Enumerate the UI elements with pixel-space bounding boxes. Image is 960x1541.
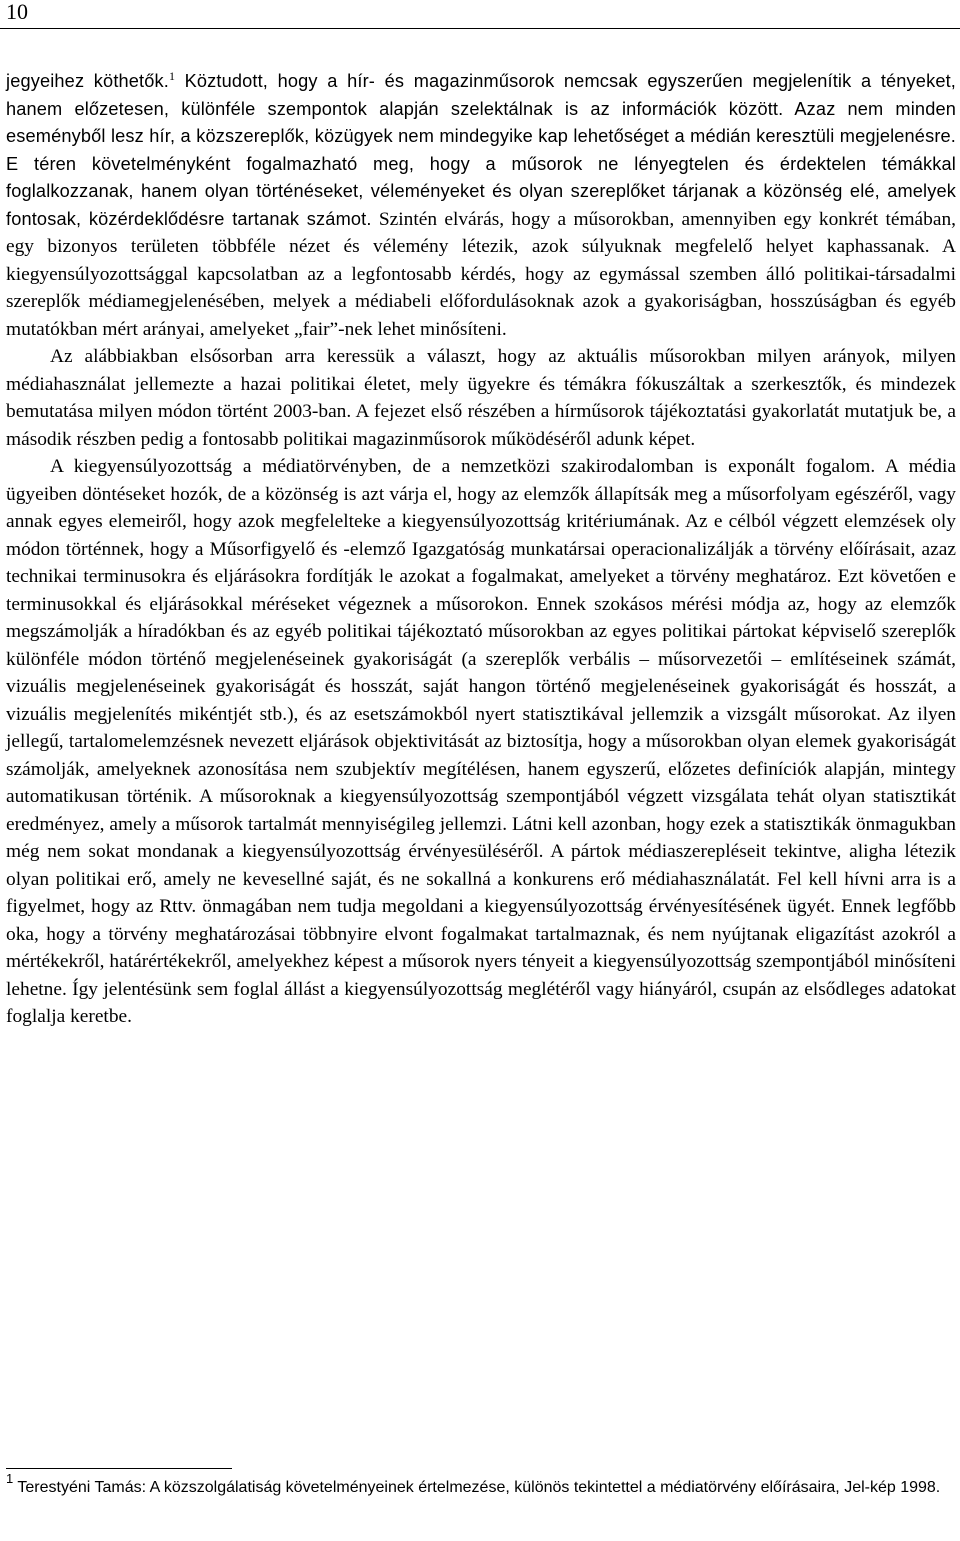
body-text [6,68,956,1031]
footnote-reference[interactable]: 1 [168,69,175,83]
footnote-rule [6,1468,232,1469]
footnote-text: Terestyéni Tamás: A közszolgálatiság követelményeinek értelmezése, különös tekintettel a médiatörvény előírásaira, Jel-kép 1998. [13,1479,941,1496]
footnote-number: 1 [6,1471,14,1486]
page-header [0,0,960,30]
paragraph-1-text-b: Köztudott, hogy a hír- és magazinműsorok nemcsak egyszerűen megjelenítik a tényeket, hanem előzetesen, különféle szempontok alapján szelektálnak is az információk között. Azaz nem minden eseményből lesz hír, a közszereplők, közügyek nem mindegyike kap lehetőséget a médián keresztüli megjelenésre. E téren követelményként fogalmazható meg, hogy a műsorok ne lényegtelen és érdektelen témákkal foglalkozzanak, hanem olyan történéseket, véleményeket és olyan szereplőket tárjanak a közönség elé, amelyek fontosak, közérdeklődésre tartanak számot. [6,71,956,229]
header-rule [0,28,960,29]
paragraph-1-text-a: jegyeihez köthetők. [6,71,169,91]
paragraph-3: A kiegyensúlyozottság a médiatörvényben, de a nemzetközi szakirodalomban is exponált fogalom. A média ügyeiben döntéseket hozók, de a közönség is azt várja el, hogy az elemzők állapítsák meg a műsorfolyam egészéről, vagy annak egyes elemeiről, hogy azok megfelelteke a kiegyensúlyozottság kritériumának. Az e célból végzett elemzések oly módon történnek, hogy a Műsorfigyelő és -elemző Igazgatóság munkatársai operacionalizálják a törvény előírásait, azaz technikai terminusokra és eljárásokra fordítják le azokat a fogalmakat, amelyeket a törvény meghatároz. Ezt követően e terminusokkal és eljárásokkal méréseket végeznek a műsorokon. Ennek szokásos mérési módja az, hogy az elemzők megszámolják a híradókban és az egyéb politikai tájékoztató műsorokban az egyes politikai pártokat képviselő szereplők különféle módon történő megjelenéseinek gyakoriságát (a szereplők verbális – műsorvezetői – említéseinek számát, vizuális megjelenéseinek gyakoriságát és hosszát, saját hangon történő megjelenéseinek gyakoriságát és hosszát, a vizuális megjelenítés mikéntjét stb.), és az esetszámokból nyert statisztikával jellemzik a vizsgált műsorokat. Az ilyen jellegű, tartalomelemzésnek nevezett eljárások objektivitását az biztosítja, hogy a műsorokban olyan elemek gyakoriságát számolják, amelyeknek azonosítása nem szubjektív megítélésen, hanem egyszerű, előzetes definíciók alapján, mintegy automatikusan történik. A műsoroknak a kiegyensúlyozottság szempontjából végzett vizsgálata tehát olyan statisztikát eredményez, amely a műsorok tartalmát mennyiségileg jellemzi. Látni kell azonban, hogy ezek a statisztikák önmagukban még nem sokat mondanak a kiegyensúlyozottság érvényesüléséről. A pártok médiaszerepléseit tekintve, aligha létezik olyan politikai erő, amely ne kevesellné saját, és ne sokallná a konkurens erő médiahasználatát. Fel kell hívni arra is a figyelmet, hogy az Rttv. önmagában nem tudja megoldani a kiegyensúlyozottság érvényesítésének ügyét. Ennek legfőbb oka, hogy a törvény meghatározásai többnyire elvont fogalmakat tartalmaznak, és nem nyújtanak eligazítást azokról a mértékekről, határértékekről, amelyekhez képest a műsorok nyers tényeit a kiegyensúlyozottság szempontjából minősíteni lehetne. Így jelentésünk sem foglal állást a kiegyensúlyozottság meglétéről vagy hiányáról, csupán az elsődleges adatokat foglalja keretbe. [6,456,956,1027]
footnote [6,1471,956,1501]
paragraph-1-text-c: Szintén elvárás, hogy a műsorokban, amennyiben egy konkrét témában, egy bizonyos területen többféle nézet és vélemény létezik, azok súlyuknak megfelelő helyet kaphassanak. A kiegyensúlyozottsággal kapcsolatban az a legfontosabb kérdés, hogy az egymással szemben álló politikai-társadalmi szereplők médiamegjelenésében, melyek a médiabeli előfordulásoknak azok a gyakoriságban, hosszúságban és egyéb mutatókban mért arányai, amelyeket „fair”-nek lehet minősíteni. [6,208,957,340]
page-number: 10 [6,0,28,24]
paragraph-2: Az alábbiakban elsősorban arra keressük a választ, hogy az aktuális műsorokban milyen arányok, milyen médiahasználat jellemezte a hazai politikai életet, mely ügyekre és témákra fókuszáltak a szerkesztők, és mindezek bemutatása milyen módon történt 2003-ban. A fejezet első részében a hírműsorok tájékoztatási gyakorlatát mutatjuk be, a második részben pedig a fontosabb politikai magazinműsorok működéséről adunk képet. [6,346,956,450]
paragraph-1 [6,68,956,343]
